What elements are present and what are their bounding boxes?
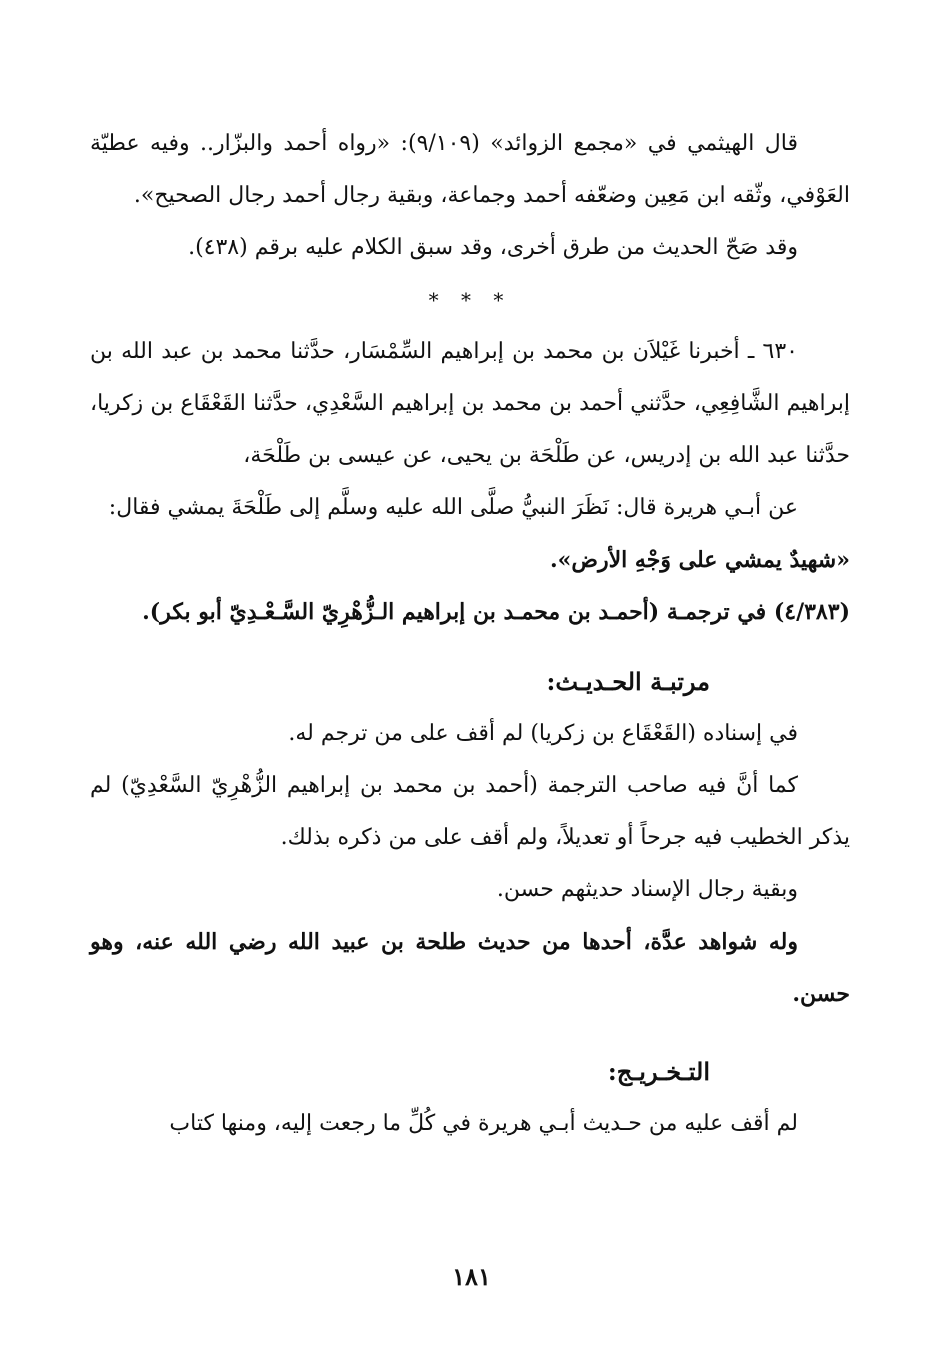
rank-heading: مرتبـة الحـديـث: [546,667,710,696]
section-separator: * * * [428,288,512,312]
hadith-matn-quote: «شهيدٌ يمشي على وَجْهِ الأرض». [549,547,850,573]
page-number: ١٨١ [452,1262,491,1291]
page-body [90,118,850,1150]
hadith-reference: (٤/٣٨٣) في ترجمـة (أحمـد بن محمـد بن إبراهيم الـزُّهْرِيّ السَّـعْـدِيّ أبو بكر). [142,599,850,625]
rank-paragraph-author: كما أنَّ فيه صاحب الترجمة (أحمد بن محمد بن إبراهيم الزُّهْرِيّ السَّعْدِيّ) لم يذكر الخطيب فيه جرحاً أو تعديلاً، ولم أقف على من ذكره بذلك. [90,773,850,850]
hadith-matn-intro: عن أبـي هريرة قال: نَظَرَ النبيُّ صلَّى الله عليه وسلَّم إلى طَلْحَةَ يمشي فقال: [108,495,798,520]
hadith-isnad: ٦٣٠ ـ أخبرنا غَيْلاَن بن محمد بن إبراهيم السِّمْسَار، حدَّثنا محمد بن عبد الله بن إبراهيم الشَّافِعِي، حدَّثني أحمد بن محمد بن إبراهيم السَّعْدِي، حدَّثنا القَعْقَاع بن زكريا، حدَّثنا عبد الله بن إدريس، عن طَلْحَة بن يحيى، عن عيسى بن طَلْحَة، [90,339,850,468]
rank-paragraph-qaqaa: في إسناده (القَعْقَاع بن زكريا) لم أقف على من ترجم له. [288,721,798,746]
rank-paragraph-witnesses: وله شواهد عدَّة، أحدها من حديث طلحة بن عبيد الله رضي الله عنه، وهو حسن. [90,929,850,1007]
takhrij-heading: التـخـريـج: [607,1057,710,1086]
takhrij-paragraph: لم أقف عليه من حـديث أبـي هريرة في كُلِّ ما رجعت إليه، ومنها كتاب [169,1111,798,1136]
rank-paragraph-remaining: وبقية رجال الإسناد حديثهم حسن. [496,877,798,902]
intro-paragraph-haythami: قال الهيثمي في «مجمع الزوائد» (٩/١٠٩): «رواه أحمد والبزّار.. وفيه عطيّة العَوْفي، وثّقه ابن مَعِين وضعّفه أحمد وجماعة، وبقية رجال أحمد رجال الصحيح». [90,131,850,208]
intro-paragraph-authenticity: وقد صَحّ الحديث من طرق أخرى، وقد سبق الكلام عليه برقم (٤٣٨). [188,235,798,260]
